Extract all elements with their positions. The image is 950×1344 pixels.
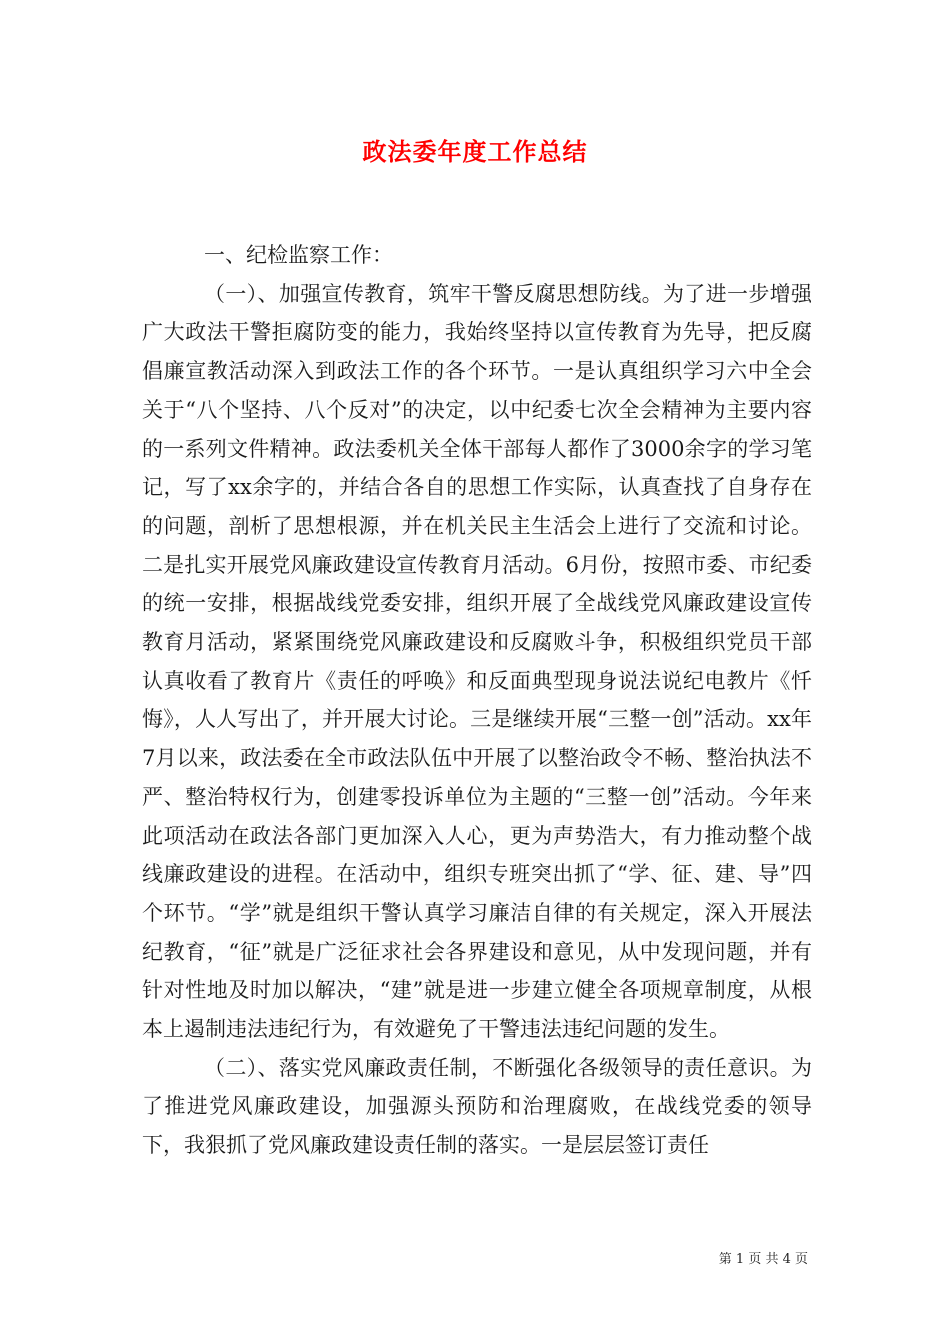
document-title: 政法委年度工作总结 bbox=[362, 137, 588, 166]
page-number-footer: 第 1 页 共 4 页 bbox=[718, 1252, 808, 1267]
paragraph-1: （一）、加强宣传教育，筑牢干警反腐思想防线。为了进一步增强广大政法干警拒腐防变的能力，我始终坚持以宣传教育为先导，把反腐倡廉宣教活动深入到政法工作的各个环节。一是认真组织学习六中全会关于“八个坚持、八个反对”的决定，以中纪委七次全会精神为主要内容的一系列文件精神。政法委机关全体干部每人都作了3000余字的学习笔记，写了xx余字的，并结合各自的思想工作实际，认真查找了自身存在的问题，剖析了思想根源，并在机关民主生活会上进行了交流和讨论。二是扎实开展党风廉政建设宣传教育月活动。6月份，按照市委、市纪委的统一安排，根据战线党委安排，组织开展了全战线党风廉政建设宣传教育月活动，紧紧围绕党风廉政建设和反腐败斗争，积极组织党员干部认真收看了教育片《责任的呼唤》和反面典型现身说法说纪电教片《忏悔》，人人写出了，并开展大讨论。三是继续开展“三整一创”活动。xx年7月以来，政法委在全市政法队伍中开展了以整治政令不畅、整治执法不严、整治特权行为，创建零投诉单位为主题的“三整一创”活动。今年来此项活动在政法各部门更加深入人心，更为声势浩大，有力推动整个战线廉政建设的进程。在活动中，组织专班突出抓了“学、征、建、导”四个环节。“学”就是组织干警认真学习廉洁自律的有关规定，深入开展法纪教育，“征”就是广泛征求社会各界建设和意见，从中发现问题，并有针对性地及时加以解决，“建”就是进一步建立健全各项规章制度，从根本上遏制违法违纪行为，有效避免了干警违法违纪问题的发生。 bbox=[142, 281, 812, 1042]
document-body bbox=[142, 236, 812, 1165]
section-heading: 一、纪检监察工作： bbox=[204, 243, 393, 267]
paragraph-2: （二）、落实党风廉政责任制，不断强化各级领导的责任意识。为了推进党风廉政建设，加强源头预防和治理腐败，在战线党委的领导下，我狠抓了党风廉政建设责任制的落实。一是层层签订责任 bbox=[142, 1055, 812, 1158]
